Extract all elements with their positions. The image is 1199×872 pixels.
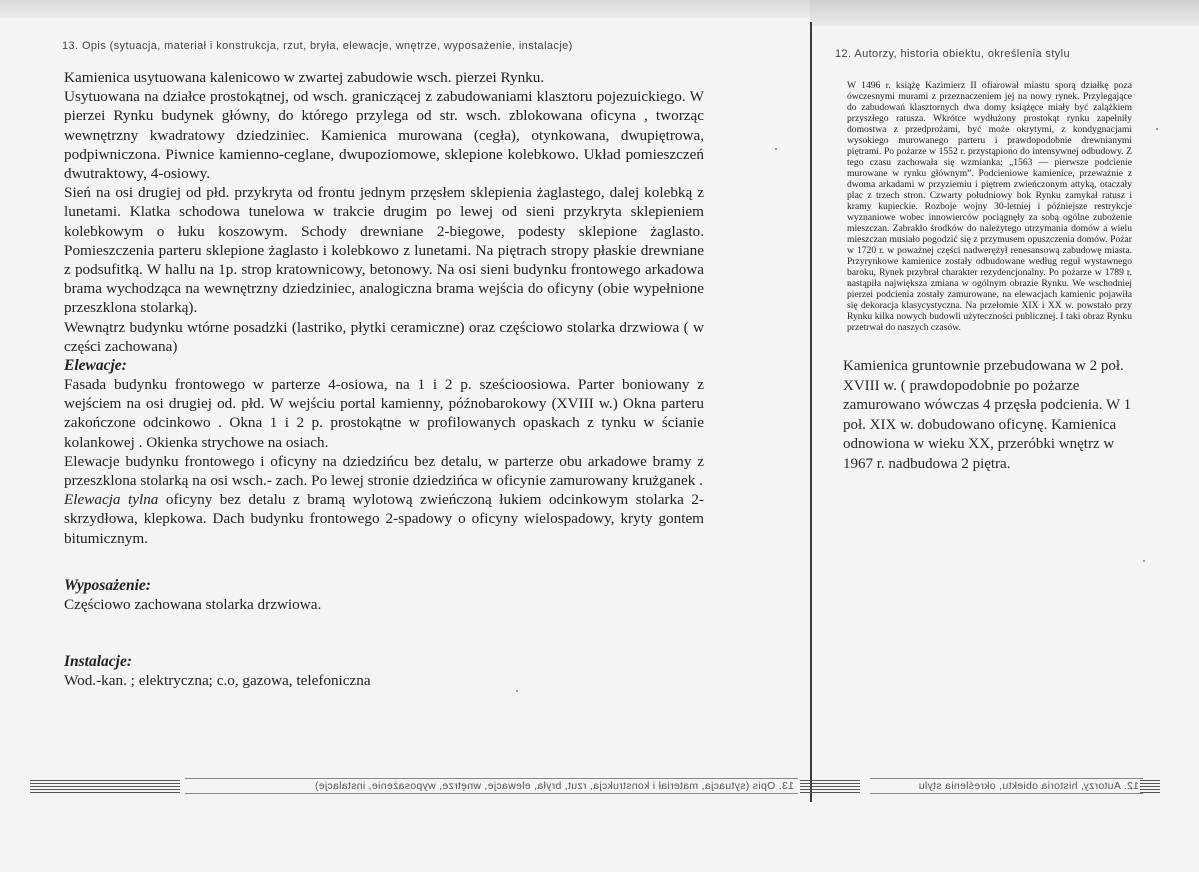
scan-speck	[1156, 128, 1158, 130]
description-text: Kamienica usytuowana kalenicowo w zwartej zabudowie wsch. pierzei Rynku. Usytuowana na działce prostokątnej, od wsch. graniczącej z zabudowaniami klasztoru pojezuickiego. W pierzei Rynku budynek główny, do którego przylega od str. wsch. zblokowana oficyna , tworząc wewnętrzny kwadratowy dziedziniec. Kamienica murowana (cegła), otynkowana, dwupiętrowa, podpiwniczona. Piwnice kamienno-ceglane, dwupoziomowe, sklepione kolebkowo. Układ pomieszczeń dwutraktowy, 4-osiowy. Sień na osi drugiej od płd. przykryta od frontu jednym przęsłem sklepienia żaglastego, dalej kolebką z lunetami. Klatka schodowa tunelowa w trakcie drugim po lewej od sieni przykryta sklepieniem kolebkowym o łuku koszowym. Schody drewniane 2-biegowe, podesty sklepione żaglasto. Pomieszczenia parteru sklepione żaglasto i kolebkowo z lunetami. Na piętrach stropy płaskie drewniane z podsufitką. W hallu na 1p. strop kratownicowy, betonowy. Na osi sieni budynku frontowego arkadowa brama wychodząca na wewnętrzny dziedziniec, analogiczna brama wejścia do oficyny (obie wypełnione przeszklona stolarką). Wewnątrz budynku wtórne posadzki (lastriko, płytki ceramiczne) oraz częściowo stolarka drzwiowa ( w części zachowana)	[64, 69, 704, 355]
mirrored-heading-right: 12. Autorzy, historia obiektu, określenia stylu	[870, 778, 1143, 794]
elevations-text: Fasada budynku frontowego w parterze 4-osiowa, na 1 i 2 p. sześcioosiowa. Parter boniowany z wejściem na osi drugiej od. płd. W wejściu portal kamienny, późnobarokowy (XVIII w.) Okna parteru zakończone odcinkowo . Okna 1 i 2 p. prostokątne w profilowanych opaskach z tynku w ścianie kolankowej . Okienka strychowe na osiach. Elewacje budynku frontowego i oficyny na dziedzińcu bez detalu, w parterze obu arkadowe bramy z przeszklona stolarką na osi wsch.- zach. Po lewej stronie dziedzińca w oficynie zamurowany krużganek .	[64, 376, 704, 490]
equipment-text: Częściowo zachowana stolarka drzwiowa.	[64, 595, 322, 613]
scan-speck	[775, 148, 777, 150]
description-column	[64, 40, 704, 690]
rear-elevation-text: oficyny bez detalu z bramą wylotową zwieńczoną łukiem odcinkowym stolarka 2-skrzydłowa, klepkowa. Dach budynku frontowego 2-spadowy o oficyny wielospadowy, kryty gontem bitumicznym.	[64, 491, 704, 547]
installations-heading: Instalacje:	[64, 653, 133, 671]
footer-lines-middle	[800, 780, 860, 794]
installations-text: Wod.-kan. ; elektryczna; c.o, gazowa, telefoniczna	[64, 672, 371, 690]
rear-elevation-label: Elewacja tylna	[64, 491, 159, 509]
section-13-heading: 13. Opis (sytuacja, materiał i konstrukcja, rzut, bryła, elewacje, wnętrze, wyposażenie, instalacje)	[62, 40, 573, 52]
equipment-heading: Wyposażenie:	[64, 576, 151, 594]
footer-lines-right	[1140, 780, 1160, 794]
history-note: Kamienica gruntownie przebudowana w 2 poł. XVIII w. ( prawdopodobnie po pożarze zamurowano wówczas 4 przęsła podcienia. W 1 poł. XIX w. dobudowano oficynę. Kamienica odnowiona w wieku XX, przeróbki wnętrz w 1967 r. nadbudowa 2 piętra.	[843, 358, 1132, 472]
mirrored-heading-left: 13. Opis (sytuacja, materiał i konstrukcja, rzut, bryła, elewacje, wnętrze, wyposażenie, instalacje)	[185, 778, 798, 794]
history-column	[835, 48, 1132, 474]
section-12-heading: 12. Autorzy, historia obiektu, określenia stylu	[835, 48, 1071, 60]
elevations-heading: Elewacje:	[64, 357, 127, 375]
rear-elevation-paragraph	[64, 490, 704, 548]
scan-speck	[1143, 560, 1145, 562]
mirrored-footer	[30, 772, 1160, 802]
footer-lines-left	[30, 780, 180, 794]
scan-edge-top-right	[810, 0, 1199, 26]
scan-edge-top-left	[0, 0, 810, 18]
scan-speck	[516, 690, 518, 692]
history-scan-text: W 1496 r. książę Kazimierz II ofiarował miastu sporą działkę poza ówczesnymi murami z przeznaczeniem jej na nowy rynek. Przylegające do zabudowań klasztornych dwa domy książęce miały być zalążkiem przyszłego ratusza. Wkrótce wydłużony prostokąt rynku zapełniły domostwa z przedprożami, być może okrytymi, z kondygnacjami wysokiego murowanego parteru i prawdopodobnie drewnianymi piętrami. Po pożarze w 1552 r. przystąpiono do intensywnej odbudowy. Z tego czasu zachowała się wzmianka: „1563 — pierwsze podcienie murowane w rynku głównym”. Podcieniowe kamienice, przeważnie z dwoma arkadami w przyziemiu i piętrem zwieńczonym attyką, otaczały plac z trzech stron. Czwarty południowy bok Rynku zamykał ratusz i kramy kupieckie. Rozboje wojny 30-letniej i późniejsze restrykcje wyznaniowe wobec innowierców pociągnęły za sobą ogólne zubożenie mieszczan. Zabrakło środków do należytego utrzymania domów a wielu mieszczan musiało pogodzić się z przymusem opuszczenia domów. Pożar w 1720 r. w poważnej części nadwerężył renesansową zabudowę miasta. Przyrynkowe kamienice zostały odbudowane według reguł wystawnego baroku, Rynek przybrał charakter rezydencjonalny. Po pożarze w 1789 r. nastąpiła największa zmiana w ogólnym obrazie Rynku. We wschodniej pierzei podcienia zostały zamurowane, na elewacjach kamienic pojawiła się dekoracja klasycystyczna. Na przełomie XIX i XX w. powstało przy Rynku kilka nowych budowli użyteczności publicznej. I taki obraz Rynku przetrwał do naszych czasów.	[847, 80, 1132, 333]
column-divider	[810, 22, 812, 802]
